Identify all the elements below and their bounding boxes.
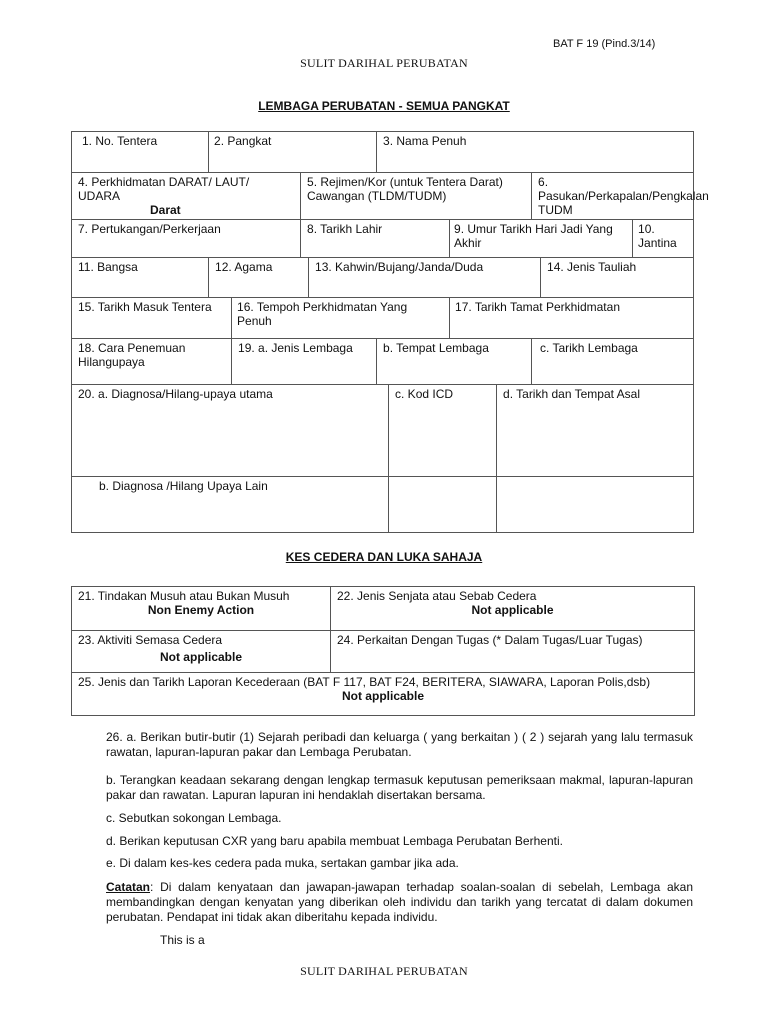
field-diagnosa-utama[interactable]: 20. a. Diagnosa/Hilang-upaya utama [72, 385, 389, 477]
field-agama[interactable]: 12. Agama [209, 258, 309, 298]
instruction-26b: b. Terangkan keadaan sekarang dengan lengkap termasuk keputusan pemeriksaan makmal, lapuran-lapuran pakar dan rawatan. Lapuran lapuran ini hendaklah disertakan bersama. [106, 773, 693, 802]
instruction-26a: 26. a. Berikan butir-butir (1) Sejarah peribadi dan keluarga ( yang berkaitan ) ( 2 ) sejarah yang lalu termasuk rawatan, lapuran-lapuran pakar dan Lembaga Perubatan. [106, 730, 693, 759]
field-jantina[interactable]: 10. Jantina [633, 220, 694, 258]
field-value: Darat [150, 203, 181, 217]
trailing-text: This is a [160, 933, 205, 947]
field-tarikh-tempat-asal-lain[interactable] [497, 477, 694, 533]
field-label: 4. Perkhidmatan DARAT/ LAUT/ UDARA [78, 175, 250, 203]
catatan-label: Catatan [106, 880, 151, 894]
field-bangsa[interactable]: 11. Bangsa [72, 258, 209, 298]
field-tarikh-tamat[interactable]: 17. Tarikh Tamat Perkhidmatan [450, 298, 694, 339]
field-label: 25. Jenis dan Tarikh Laporan Kecederaan (BAT F 117, BAT F24, BERITERA, SIAWARA, Laporan Polis,dsb) [78, 675, 651, 689]
field-laporan-kecederaan[interactable] [72, 673, 695, 716]
form-reference: BAT F 19 (Pind.3/14) [553, 38, 656, 50]
field-label: 21. Tindakan Musuh atau Bukan Musuh [78, 589, 290, 603]
field-jenis-tauliah[interactable]: 14. Jenis Tauliah [541, 258, 694, 298]
field-aktiviti[interactable] [72, 631, 331, 673]
instruction-26c: c. Sebutkan sokongan Lembaga. [106, 811, 282, 825]
table-row [72, 220, 694, 258]
field-tempat-lembaga[interactable]: b. Tempat Lembaga [377, 339, 532, 385]
table-row [72, 132, 694, 173]
field-label: 22. Jenis Senjata atau Sebab Cedera [337, 589, 537, 603]
field-label: 23. Aktiviti Semasa Cedera [78, 633, 223, 647]
field-pertukangan[interactable]: 7. Pertukangan/Perkerjaan [72, 220, 301, 258]
field-value: Not applicable [471, 603, 554, 617]
field-diagnosa-lain[interactable]: b. Diagnosa /Hilang Upaya Lain [72, 477, 389, 533]
field-tempoh[interactable]: 16. Tempoh Perkhidmatan Yang Penuh [232, 298, 450, 339]
table-row [72, 298, 694, 339]
table-row [72, 673, 695, 716]
field-perkaitan-tugas[interactable]: 24. Perkaitan Dengan Tugas (* Dalam Tugas/Luar Tugas) [331, 631, 695, 673]
field-kod-icd[interactable]: c. Kod ICD [389, 385, 497, 477]
field-tarikh-tempat-asal[interactable]: d. Tarikh dan Tempat Asal [497, 385, 694, 477]
table-row [72, 385, 694, 477]
field-value: Non Enemy Action [147, 603, 255, 617]
field-cara-penemuan[interactable]: 18. Cara Penemuan Hilangupaya [72, 339, 232, 385]
section-title-injury: KES CEDERA DAN LUKA SAHAJA [285, 550, 483, 564]
table-row [72, 173, 694, 220]
instruction-26d: d. Berikan keputusan CXR yang baru apabila membuat Lembaga Perubatan Berhenti. [106, 834, 563, 848]
field-tarikh-masuk[interactable]: 15. Tarikh Masuk Tentera [72, 298, 232, 339]
personal-details-table [71, 131, 709, 533]
field-perkhidmatan[interactable] [72, 173, 301, 220]
injury-details-table [71, 586, 695, 716]
field-value: Not applicable [341, 689, 424, 703]
field-rejimen[interactable]: 5. Rejimen/Kor (untuk Tentera Darat) Cawangan (TLDM/TUDM) [301, 173, 532, 220]
field-jenis-senjata[interactable] [331, 587, 695, 631]
catatan-note [106, 880, 693, 925]
field-value: Not applicable [159, 650, 242, 664]
classification-footer: SULIT DARIHAL PERUBATAN [300, 964, 468, 978]
field-nama-penuh[interactable]: 3. Nama Penuh [377, 132, 694, 173]
table-row [72, 258, 694, 298]
field-tindakan-musuh[interactable] [72, 587, 331, 631]
classification-header: SULIT DARIHAL PERUBATAN [300, 56, 468, 70]
field-tarikh-lembaga[interactable]: c. Tarikh Lembaga [532, 339, 694, 385]
table-row [72, 631, 695, 673]
field-no-tentera[interactable]: 1. No. Tentera [72, 132, 209, 173]
instruction-26e: e. Di dalam kes-kes cedera pada muka, sertakan gambar jika ada. [106, 856, 459, 870]
field-pangkat[interactable]: 2. Pangkat [209, 132, 377, 173]
catatan-text: : Di dalam kenyataan dan jawapan-jawapan terhadap soalan-soalan di sebelah, Lembaga akan membandingkan dengan kenyatan yang diberikan oleh individu dan tarikh yang tercatat di dalam dokumen perubatan. Pendapat ini tidak akan diberitahu kepada individu. [106, 880, 693, 924]
table-row [72, 477, 694, 533]
field-kod-icd-lain[interactable] [389, 477, 497, 533]
field-kahwin[interactable]: 13. Kahwin/Bujang/Janda/Duda [309, 258, 541, 298]
table-row [72, 587, 695, 631]
field-umur[interactable]: 9. Umur Tarikh Hari Jadi Yang Akhir [450, 220, 633, 258]
field-pasukan[interactable]: 6. Pasukan/Perkapalan/Pengkalan TUDM [532, 173, 694, 220]
field-jenis-lembaga[interactable]: 19. a. Jenis Lembaga [232, 339, 377, 385]
table-row [72, 339, 694, 385]
form-title: LEMBAGA PERUBATAN - SEMUA PANGKAT [258, 99, 510, 113]
field-tarikh-lahir[interactable]: 8. Tarikh Lahir [301, 220, 450, 258]
